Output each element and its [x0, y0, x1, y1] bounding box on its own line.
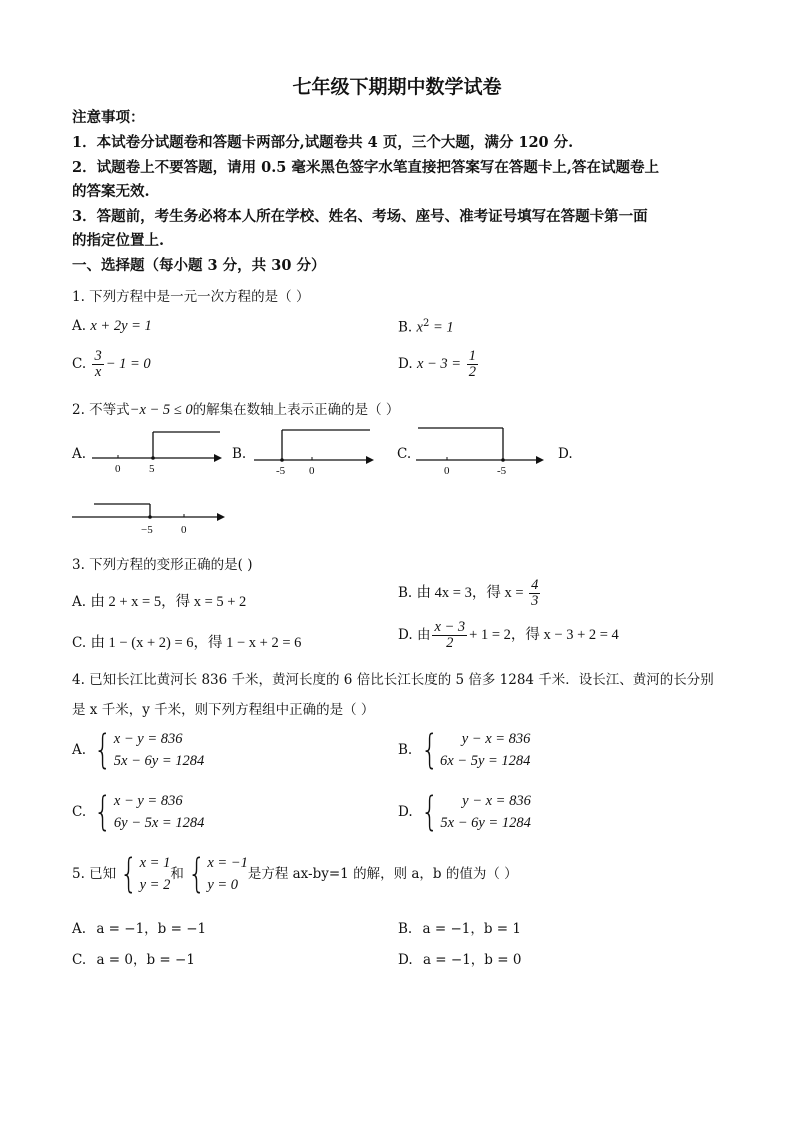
note-item-1: 1．本试卷分试题卷和答题卡两部分,试题卷共 4 页，三个大题，满分 120 分. — [72, 134, 574, 151]
option-label: D. — [398, 803, 413, 820]
q2-stem-expression: −x − 5 ≤ 0 — [129, 402, 193, 418]
q2-option-c-label[interactable]: C. — [397, 446, 412, 462]
option-label: A. — [72, 594, 87, 610]
tick-label: 0 — [444, 465, 450, 477]
option-label: C. — [72, 952, 87, 968]
note-item-2-line-1: 2．试题卷上不要答题，请用 0.5 毫米黑色签字水笔直接把答案写在答题卡上,答在试题卷上 — [72, 159, 659, 176]
q2-option-d-number-line[interactable] — [70, 502, 230, 540]
q4-c-eq1: x − y = 836 — [113, 793, 183, 809]
q2-option-b-number-line[interactable] — [252, 428, 377, 476]
q3-d-numerator: x − 3 — [434, 619, 466, 635]
q1-option-a[interactable] — [72, 318, 152, 335]
q5-option-d[interactable] — [398, 948, 521, 968]
option-label: B. — [398, 741, 413, 758]
q5-c-text: a = 0，b = −1 — [96, 952, 195, 968]
option-label: D. — [398, 627, 413, 644]
exam-title: 七年级下期期中数学试卷 — [292, 76, 502, 98]
q3-c-text: 由 1 − (x + 2) = 6，得 1 − x + 2 = 6 — [90, 635, 302, 651]
tick-label: 5 — [149, 463, 155, 475]
option-label: D. — [398, 952, 413, 968]
tick-label: -5 — [276, 465, 286, 477]
q1-b-rest: = 1 — [429, 319, 454, 336]
q5-sys1-eq1: x = 1 — [139, 855, 171, 871]
q1-d-pre: x − 3 = — [416, 356, 465, 373]
option-label: A. — [72, 318, 87, 334]
q3-b-pre: 由 4x = 3，得 x = — [416, 585, 528, 602]
question-3-stem: 3. 下列方程的变形正确的是( ) — [72, 557, 253, 573]
note-item-3-line-1: 3．答题前，考生务必将本人所在学校、姓名、考场、座号、准考证号填写在答题卡第一面 — [72, 208, 648, 225]
option-label: C. — [72, 635, 87, 651]
q1-option-d[interactable] — [398, 349, 480, 380]
q1-d-numerator: 1 — [468, 348, 476, 364]
q5-b-text: a = −1，b = 1 — [422, 921, 521, 937]
q3-d-pre: 由 — [416, 627, 431, 644]
section-heading: 一、选择题（每小题 3 分，共 30 分） — [72, 257, 326, 274]
q5-d-text: a = −1，b = 0 — [422, 952, 522, 968]
q3-a-text: 由 2 + x = 5，得 x = 5 + 2 — [90, 594, 247, 610]
q2-stem-pre: 2. 不等式 — [72, 402, 130, 418]
question-4-line-1: 4. 已知长江比黄河长 836 千米，黄河长度的 6 倍比长江长度的 5 倍多 1284 千米．设长江、黄河的长分别 — [72, 672, 714, 688]
q5-option-a[interactable] — [72, 917, 206, 937]
tick-label: 0 — [115, 463, 121, 475]
q5-sys2-eq2: y = 0 — [207, 877, 239, 894]
q2-option-a-label[interactable]: A. — [72, 446, 87, 462]
q5-post: 是方程 ax-by=1 的解，则 a，b 的值为（ ） — [247, 865, 518, 882]
option-label: A. — [72, 741, 87, 758]
q3-option-b[interactable] — [398, 578, 542, 609]
question-1-stem: 1. 下列方程中是一元一次方程的是（ ） — [72, 289, 310, 305]
q2-option-b-label[interactable]: B. — [232, 446, 247, 462]
tick-label: 0 — [181, 524, 187, 536]
q3-b-denominator: 3 — [531, 593, 539, 610]
question-5-stem: 5. 已知 { x = 1 y = 2 和 { x = −1 y = 0 是方程 ax-by=1 的解，则 a，b 的值为（ ） — [72, 851, 518, 898]
q1-c-numerator: 3 — [94, 348, 102, 364]
q4-a-eq2: 5x − 6y = 1284 — [113, 753, 205, 770]
q1-c-denominator: x — [94, 364, 102, 381]
q5-option-c[interactable] — [72, 948, 195, 968]
option-label: C. — [72, 356, 87, 373]
q3-option-c[interactable] — [72, 631, 301, 652]
q4-option-b[interactable]: B. { y − x = 836 6x − 5y = 1284 — [398, 727, 531, 774]
option-label: B. — [398, 921, 413, 937]
option-label: A. — [72, 921, 87, 937]
tick-label: 0 — [309, 465, 315, 477]
option-label: C. — [72, 803, 87, 820]
tick-label: −5 — [141, 524, 153, 536]
note-item-3-line-2: 的指定位置上. — [72, 232, 165, 249]
q4-option-d[interactable]: D. { y − x = 836 5x − 6y = 1284 — [398, 789, 531, 836]
option-label: D. — [398, 356, 413, 373]
q4-b-eq2: 6x − 5y = 1284 — [439, 753, 531, 770]
q4-c-eq2: 6y − 5x = 1284 — [113, 815, 205, 832]
q5-mid: 和 — [170, 865, 184, 882]
q2-option-a-number-line[interactable] — [90, 428, 225, 476]
q3-option-d[interactable] — [398, 620, 619, 651]
question-2-stem — [72, 398, 399, 419]
q2-option-d-label[interactable]: D. — [558, 446, 573, 462]
q1-c-rest: − 1 = 0 — [105, 356, 151, 373]
q5-pre: 5. 已知 — [72, 865, 117, 882]
q4-option-c[interactable]: C. { x − y = 836 6y − 5x = 1284 — [72, 789, 205, 836]
tick-label: -5 — [497, 465, 507, 477]
q1-b-exponent: 2 — [422, 318, 430, 329]
q1-option-b[interactable] — [398, 318, 454, 337]
q5-sys1-eq2: y = 2 — [139, 877, 171, 894]
q1-b-base: x — [416, 319, 423, 336]
q5-a-text: a = −1，b = −1 — [96, 921, 207, 937]
note-item-2-line-2: 的答案无效. — [72, 183, 150, 200]
question-4-line-2: 是 x 千米，y 千米，则下列方程组中正确的是（ ） — [72, 702, 375, 718]
q3-d-denominator: 2 — [446, 635, 454, 652]
q4-a-eq1: x − y = 836 — [113, 731, 183, 747]
q1-option-c[interactable] — [72, 349, 151, 380]
q1-d-denominator: 2 — [468, 364, 476, 381]
option-label: B. — [398, 319, 413, 336]
q5-sys2-eq1: x = −1 — [207, 855, 248, 871]
q1-a-expression: x + 2y = 1 — [90, 318, 152, 334]
q4-d-eq2: 5x − 6y = 1284 — [440, 815, 531, 832]
notes-heading: 注意事项： — [72, 109, 145, 126]
q3-b-numerator: 4 — [531, 577, 539, 593]
q3-d-post: + 1 = 2，得 x − 3 + 2 = 4 — [469, 627, 619, 644]
q3-option-a[interactable] — [72, 590, 246, 611]
q5-option-b[interactable] — [398, 917, 521, 937]
option-label: B. — [398, 585, 413, 602]
q2-stem-post: 的解集在数轴上表示正确的是（ ） — [192, 402, 400, 418]
q2-option-c-number-line[interactable] — [414, 426, 549, 476]
q4-d-eq1: y − x = 836 — [462, 793, 531, 809]
q4-b-eq1: y − x = 836 — [461, 731, 531, 747]
q4-option-a[interactable]: A. { x − y = 836 5x − 6y = 1284 — [72, 727, 205, 774]
